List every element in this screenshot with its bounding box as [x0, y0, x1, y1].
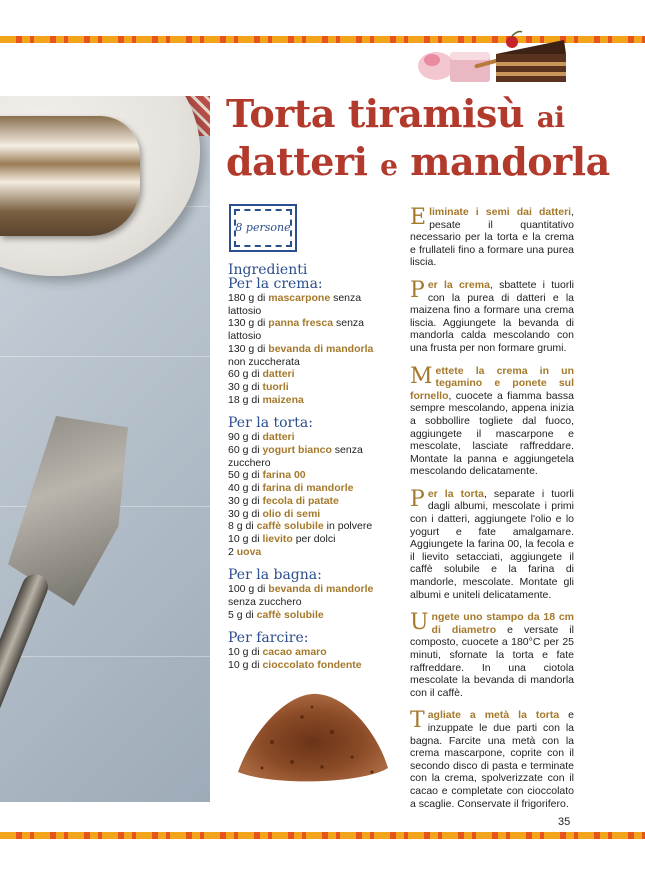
ingredient-name: maizena	[262, 393, 304, 406]
cake-illustration	[414, 30, 574, 86]
instruction-step: Ungete uno stampo da 18 cm di diametro e versate il composto, cuocete a 180°C per 25 minuti, sfornate la torta e fate raffreddare. In una ciotola mescolate la bevanda di mandorla con il caffè.	[410, 610, 574, 699]
ground-coffee-pile	[232, 672, 392, 787]
ingredient-item: 180 g di mascarpone senza lattosio	[228, 292, 362, 317]
drop-cap: T	[410, 708, 425, 734]
ingredient-name: bevanda di mandorle	[268, 583, 374, 596]
section-heading-crema: Per la crema:	[228, 276, 323, 292]
ingredient-name: lievito	[262, 532, 293, 545]
ingredient-name: datteri	[262, 431, 295, 444]
ingredient-item: 30 g di tuorli	[228, 380, 289, 393]
ingredient-item: 100 g di bevanda di mandorle senza zucchero	[228, 583, 374, 609]
recipe-title: Torta tiramisù ai datteri e mandorla	[226, 91, 610, 184]
ingredient-name: tuorli	[262, 380, 289, 393]
ingredient-item: 50 g di farina 00	[228, 469, 306, 482]
drop-cap: M	[410, 363, 433, 389]
section-heading-bagna: Per la bagna:	[228, 567, 322, 584]
section-heading-torta: Per la torta:	[228, 415, 313, 432]
ingredient-name: cacao amaro	[262, 646, 327, 659]
ingredient-name: yogurt bianco	[262, 444, 332, 457]
instruction-step: Mettete la crema in un tegamino e ponete sul fornello, cuocete a fiamma bassa sempre mescolando, appena inizia a sobbollire togliete dal fuoco, aggiungete il mascarpone e mescolate, lasciate raffreddare. Montate la panna e aggiungetela mescolando delicatamente.	[410, 363, 574, 478]
ingredient-name: farina di mandorle	[262, 482, 354, 495]
page-number: 35	[558, 816, 571, 828]
drop-cap: E	[410, 205, 427, 230]
ingredient-name: cioccolato fondente	[262, 659, 362, 672]
ingredient-item: 130 g di bevanda di mandorla non zuccherata	[228, 342, 374, 368]
bottom-border-stripe	[0, 832, 645, 839]
ingredient-item: 90 g di datteri	[228, 431, 295, 444]
ingredient-item: 8 g di caffè solubile in polvere	[228, 520, 373, 533]
drop-cap: P	[410, 486, 425, 512]
ingredient-name: fecola di patate	[262, 494, 339, 507]
instructions	[410, 206, 574, 820]
ingredient-item: 10 g di lievito per dolci	[228, 532, 336, 545]
ingredient-name: uova	[236, 545, 262, 558]
instruction-step: Per la torta, separate i tuorli dagli albumi, mescolate i primi con i datteri, aggiungete l'olio e lo yogurt e fate amalgamare. Aggiungete la farina 00, la fecola e il lievito setacciati, aggiungete il caffè solubile e la farina di mandorle, mescolate. Montate gli albumi e uniteli delicatamente.	[410, 486, 574, 601]
ingredient-item: 10 g di cioccolato fondente	[228, 659, 362, 672]
servings-text: 8 persone	[235, 221, 291, 234]
ingredient-item: 60 g di datteri	[228, 368, 295, 381]
drop-cap: U	[410, 610, 429, 636]
instruction-step: Tagliate a metà la torta e inzuppate le due parti con la bagna. Farcite una metà con la crema mascarpone, coprite con il secondo disco di pasta e terminate con la crema, spolverizzate con il cacao e completate con cioccolato a scaglie. Conservate il frigorifero.	[410, 708, 574, 810]
ingredients-list	[228, 263, 393, 672]
ingredient-name: caffè solubile	[256, 608, 324, 621]
ingredient-name: datteri	[262, 368, 295, 381]
section-heading-farcire: Per farcire:	[228, 630, 309, 647]
ingredient-item: 18 g di maizena	[228, 393, 304, 406]
ingredient-item: 30 g di fecola di patate	[228, 494, 339, 507]
ingredient-item: 130 g di panna fresca senza lattosio	[228, 317, 365, 343]
ingredient-item: 40 g di farina di mandorle	[228, 482, 354, 495]
ingredient-name: mascarpone	[268, 292, 331, 304]
ingredient-item: 2 uova	[228, 545, 262, 558]
ingredient-name: bevanda di mandorla	[268, 342, 374, 355]
ingredient-name: caffè solubile	[256, 520, 324, 533]
ingredient-name: panna fresca	[268, 317, 334, 330]
drop-cap: P	[410, 277, 425, 303]
cake-photo	[0, 96, 210, 802]
ingredient-name: olio di semi	[262, 507, 321, 520]
ingredient-item: 60 g di yogurt bianco senza zucchero	[228, 444, 363, 469]
ingredient-name: farina 00	[262, 469, 306, 482]
ingredient-item: 10 g di cacao amaro	[228, 646, 327, 659]
ingredients-heading: Ingredienti	[228, 262, 308, 278]
instruction-step: Per la crema, sbattete i tuorli con la purea di datteri e la maizena fino a formare una crema liscia. Aggiungete la bevanda di mandorla calda mescolando con una frusta per non formare grumi.	[410, 277, 574, 354]
ingredient-item: 30 g di olio di semi	[228, 507, 321, 520]
instruction-step: Eliminate i semi dai datteri, pesate il quantitativo necessario per la torta e la crema e frullateli fino a formare una purea liscia.	[410, 205, 574, 269]
ingredient-item: 5 g di caffè solubile	[228, 608, 324, 621]
servings-badge	[229, 204, 297, 252]
